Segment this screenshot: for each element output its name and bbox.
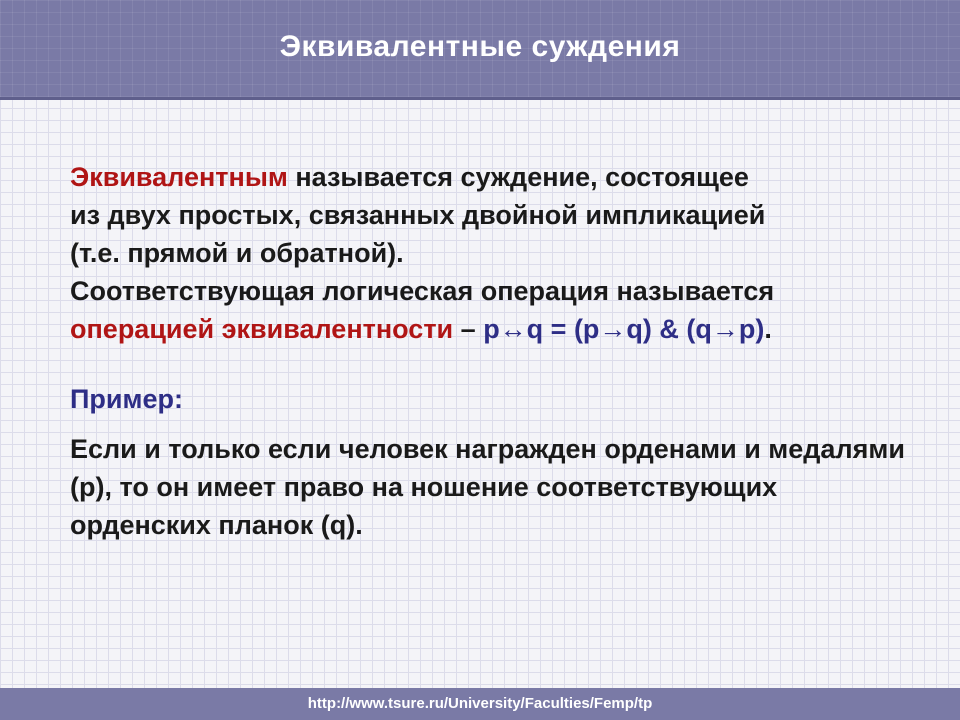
example-label: Пример: [70,384,183,414]
definition-line1-rest: называется суждение, состоящее [287,162,749,192]
operation-name: операцией эквивалентности [70,314,454,344]
formula-period: . [764,314,772,344]
operation-dash: – [453,314,484,344]
definition-line3: (т.е. прямой и обратной). [70,238,404,268]
example-text: Если и только если человек награжден орденами и медалями (p), то он имеет право на ношение соответствующих орденских планок (q). [70,434,905,540]
footer-bar [0,688,960,720]
slide-title: Эквивалентные суждения [279,30,681,63]
definition-line2: из двух простых, связанных двойной импликацией [70,200,766,230]
slide-content [70,158,920,544]
footer-url[interactable]: http://www.tsure.ru/University/Faculties/Femp/tp [307,695,653,712]
definition-line4: Соответствующая логическая операция называется [70,276,775,306]
equivalence-formula: p↔q = (p→q) & (q→p) [483,314,765,344]
definition-term: Эквивалентным [70,162,288,192]
definition-paragraph [70,158,920,348]
title-bar [0,0,960,100]
